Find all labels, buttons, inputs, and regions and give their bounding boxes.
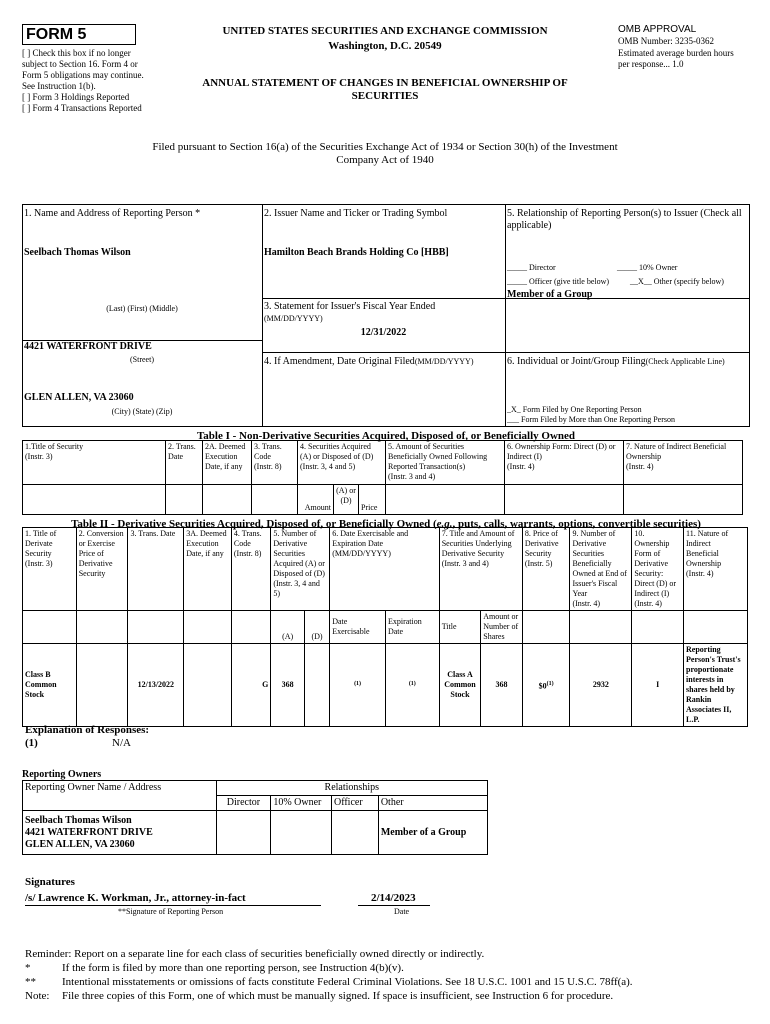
t2-col11-header: 11. Nature of Indirect Beneficial Ownership (Instr. 4) [684,528,748,611]
t2-col8-header: 8. Price of Derivative Security (Instr. 5) [522,528,570,611]
t2-security-cell: Class B Common Stock [23,644,77,727]
footnote1-mark: * [25,962,31,974]
fiscal-year-end: 12/31/2022 [360,327,407,338]
owners-table [22,780,488,855]
form-title: FORM 5 [26,26,87,43]
t1-col2a-header: 2A. Deemed Execution Date, if any [203,441,252,485]
t2-d-subheader: (D) [304,611,329,644]
t1-col5-header: 5. Amount of Securities Beneficially Owned Following Reported Transaction(s) (Instr. 3 and 4) [386,441,505,485]
reporting-person-name: Seelbach Thomas Wilson [24,247,131,258]
table-row [23,644,748,727]
t2-title-subheader: Title [439,611,481,644]
filed-by-one: _X_ Form Filed by One Reporting Person [507,405,642,414]
t1-price-subheader: Price [359,485,386,515]
t2-expiration-subheader: Expiration Date [385,611,439,644]
agency-location: Washington, D.C. 20549 [328,40,442,52]
footnote2-text: Intentional misstatements or omissions of facts constitute Federal Criminal Violations. See 18 U.S.C. 1001 and 15 U.S.C. 78ff(a). [62,976,633,988]
table-row [23,811,488,855]
t1-col2-header: 2. Trans. Date [166,441,203,485]
box1-label: 1. Name and Address of Reporting Person * [24,208,201,219]
explanation-number: (1) [25,737,38,749]
owners-officer-cell [331,811,378,855]
t2-deemed-cell [184,644,232,727]
agency-name: UNITED STATES SECURITIES AND EXCHANGE COMMISSION [222,25,548,37]
t2-col4-header: 4. Trans. Code (Instr. 8) [231,528,271,611]
box3-label: 3. Statement for Issuer's Fiscal Year Ended [264,301,436,312]
t2-underlying-title-cell: Class A Common Stock [439,644,481,727]
t2-col3a-header: 3A. Deemed Execution Date, if any [184,528,232,611]
t2-col10-header: 10. Ownership Form of Derivative Security: Direct (D) or Indirect (I) (Instr. 4) [632,528,684,611]
t2-conversion-cell [76,644,128,727]
footnote1-text: If the form is filed by more than one reporting person, see Instruction 4(b)(v). [62,962,404,974]
t1-col1-header: 1.Title of Security (Instr. 3) [23,441,166,485]
box5-label: 5. Relationship of Reporting Person(s) to Issuer (Check all applicable) [507,208,742,231]
t2-underlying-amount-cell: 368 [481,644,523,727]
director-check: _____ Director [507,263,556,272]
ten-percent-check: _____ 10% Owner [617,263,678,272]
footnote2-mark: ** [25,976,36,988]
street-caption: (Street) [130,355,154,364]
owners-title: Reporting Owners [22,769,102,780]
t2-exercisable-cell: (1) [330,644,386,727]
t2-col5-header: 5. Number of Derivative Securities Acquired (A) or Disposed of (D) (Instr. 3, 4 and 5) [271,528,330,611]
t2-amount-subheader: Amount or Number of Shares [481,611,523,644]
owners-name-cell: Seelbach Thomas Wilson 4421 WATERFRONT DRIVE GLEN ALLEN, VA 23060 [23,811,217,855]
box6-label: 6. Individual or Joint/Group Filing(Check Applicable Line) [507,356,725,367]
owners-director-cell [216,811,271,855]
officer-check: _____ Officer (give title below) [507,277,610,286]
signature-text: /s/ Lawrence K. Workman, Jr., attorney-in-fact [25,892,246,904]
table2-title: Table II - Derivative Securities Acquired, Disposed of, or Beneficially Owned (e.g., puts, calls, warrants, options, convertible securities) [71,518,701,530]
explanation-title: Explanation of Responses: [25,724,150,736]
signatures-title: Signatures [25,876,75,888]
explanation-text: N/A [112,737,131,749]
t1-amount-subheader: Amount [298,485,334,515]
t2-col9-header: 9. Number of Derivative Securities Beneficially Owned at End of Issuer's Fiscal Year (Instr. 4) [570,528,632,611]
owners-rel-header: Relationships [216,781,487,796]
t2-trans-date-cell: 12/13/2022 [128,644,184,727]
issuer-name: Hamilton Beach Brands Holding Co [HBB] [264,247,449,258]
form-title-box [22,24,136,45]
table1-title: Table I - Non-Derivative Securities Acquired, Disposed of, or Beneficially Owned [196,430,576,442]
box4-label: 4. If Amendment, Date Original Filed(MM/DD/YYYY) [264,356,474,367]
t2-a-cell: 368 [271,644,304,727]
omb-title: OMB APPROVAL [618,24,697,35]
box3-sub: (MM/DD/YYYY) [264,314,323,323]
t2-owned-cell: 2932 [570,644,632,727]
signature-caption: **Signature of Reporting Person [118,907,224,916]
name-caption: (Last) (First) (Middle) [106,304,178,313]
other-specify: Member of a Group [507,289,593,300]
signature-date: 2/14/2023 [371,892,416,904]
t1-col6-header: 6. Ownership Form: Direct (D) or Indirect (I) (Instr. 4) [505,441,624,485]
t2-nature-cell: Reporting Person's Trust's proportionate interests in shares held by Rankin Associates II, L.P. [684,644,748,727]
t1-col4-header: 4. Securities Acquired (A) or Disposed of (D) (Instr. 3, 4 and 5) [298,441,386,485]
footnote3-mark: Note: [25,990,50,1002]
t2-col2-header: 2. Conversion or Exercise Price of Derivative Security [76,528,128,611]
street-address: 4421 WATERFRONT DRIVE [24,341,152,352]
owners-officer-header: Officer [331,796,378,811]
t2-form-cell: I [632,644,684,727]
t2-price-cell: $0$^{(1)}$ [522,644,570,727]
t1-col3-header: 3. Trans. Code (Instr. 8) [252,441,298,485]
date-caption: Date [394,907,410,916]
t2-col3-header: 3. Trans. Date [128,528,184,611]
owners-director-header: Director [216,796,271,811]
other-check: __X__ Other (specify below) [630,277,724,286]
t2-col6-header: 6. Date Exercisable and Expiration Date (MM/DD/YYYY) [330,528,440,611]
t2-expiration-cell: (1) [385,644,439,727]
owners-name-header: Reporting Owner Name / Address [23,781,217,811]
filed-by-more: ___ Form Filed by More than One Reporting Person [507,415,675,424]
t1-col7-header: 7. Nature of Indirect Beneficial Ownership (Instr. 4) [624,441,743,485]
city-caption: (City) (State) (Zip) [111,407,173,416]
reminder-note: Reminder: Report on a separate line for each class of securities beneficially owned directly or indirectly. [25,948,485,960]
owners-ten-header: 10% Owner [271,796,332,811]
t2-col1-header: 1. Title of Derivate Security (Instr. 3) [23,528,77,611]
t1-aord-subheader: (A) or (D) [334,485,359,515]
omb-number: OMB Number: 3235-0362 [618,36,714,46]
checkbox-instructions: [ ] Check this box if no longer subject to Section 16. Form 4 or Form 5 obligations may continue. See Instruction 1(b). [ ] Form 3 Holdings Reported [ ] Form 4 Transactions Reported [22,48,144,113]
city-state-zip: GLEN ALLEN, VA 23060 [24,392,134,403]
box2-label: 2. Issuer Name and Ticker or Trading Symbol [264,208,448,219]
owners-other-header: Other [378,796,487,811]
statement-title: ANNUAL STATEMENT OF CHANGES IN BENEFICIAL OWNERSHIP OF SECURITIES [202,77,568,102]
burden-hours: Estimated average burden hours per response... 1.0 [618,48,734,69]
footnote3-text: File three copies of this Form, one of which must be manually signed. If space is insufficient, see Instruction 6 for procedure. [62,990,614,1002]
t2-a-subheader: (A) [271,611,304,644]
table2 [22,527,748,727]
owners-other-cell: Member of a Group [378,811,487,855]
t2-code-cell: G [231,644,271,727]
t2-col7-header: 7. Title and Amount of Securities Underlying Derivative Security (Instr. 3 and 4) [439,528,522,611]
t2-exercisable-subheader: Date Exercisable [330,611,386,644]
table1 [22,440,743,515]
t2-d-cell [304,644,329,727]
owners-ten-cell [271,811,332,855]
filed-pursuant: Filed pursuant to Section 16(a) of the Securities Exchange Act of 1934 or Section 30(h) of the Investment Company Act of 1940 [152,141,618,166]
